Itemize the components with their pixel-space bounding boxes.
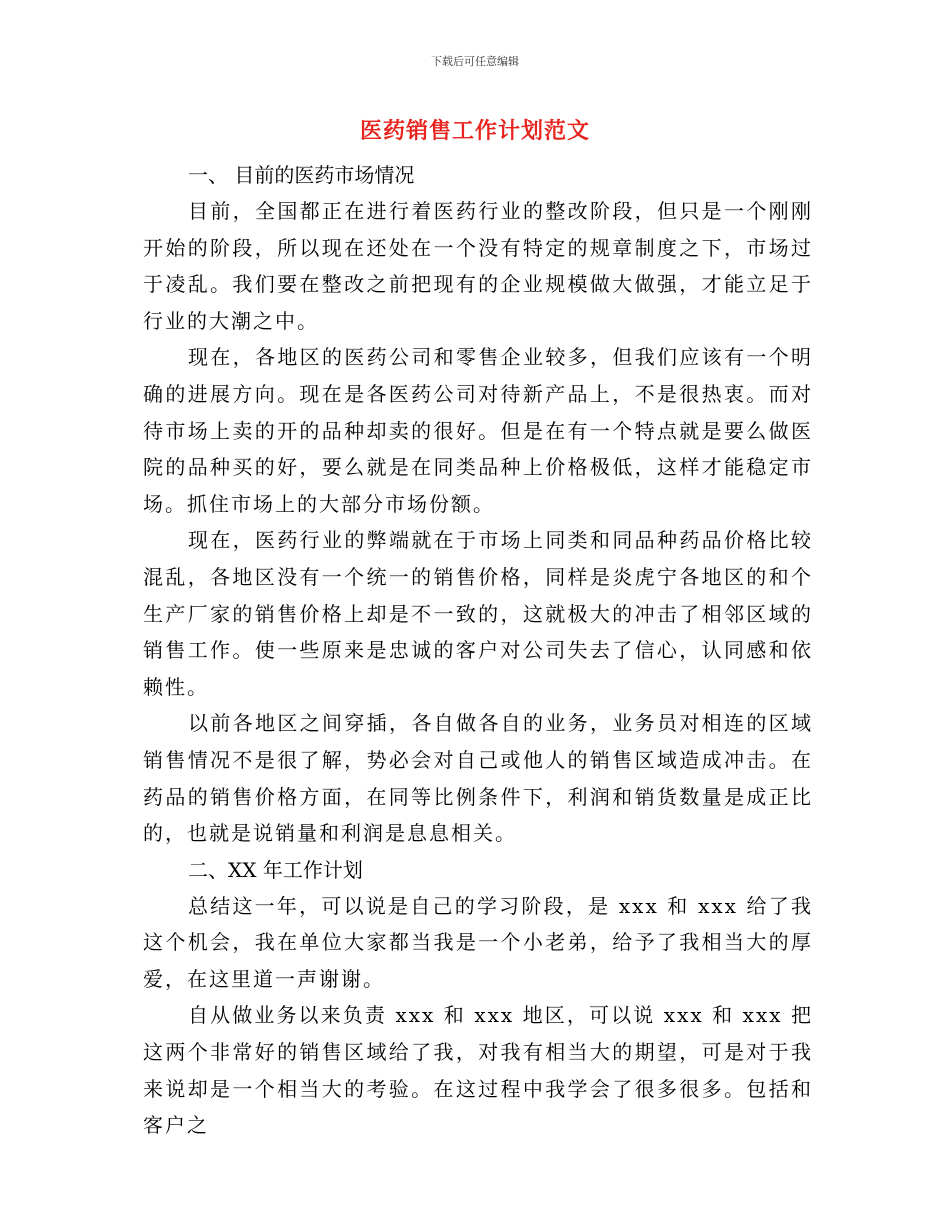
paragraph: 以前各地区之间穿插，各自做各自的业务，业务员对相连的区域销售情况不是很了解，势必会对自己或他人的销售区域造成冲击。在药品的销售价格方面，在同等比例条件下，利润和销货数量是成正比的，也就是说销量和利润是息息相关。	[143, 711, 813, 846]
document-title: 医药销售工作计划范文	[359, 119, 590, 144]
paragraph: 现在，医药行业的弊端就在于市场上同类和同品种药品价格比较混乱，各地区没有一个统一的销售价格，同样是炎虎宁各地区的和个生产厂家的销售价格上却是不一致的，这就极大的冲击了相邻区域的销售工作。使一些原来是忠诚的客户对公司失去了信心，认同感和依赖性。	[143, 528, 813, 699]
paragraph: 现在，各地区的医药公司和零售企业较多，但我们应该有一个明确的进展方向。现在是各医药公司对待新产品上，不是很热衷。而对待市场上卖的开的品种却卖的很好。但是在有一个特点就是要么做医院的品种买的好，要么就是在同类品种上价格极低，这样才能稳定市场。抓住市场上的大部分市场份额。	[143, 345, 813, 516]
section-heading-2: 二、XX 年工作计划	[188, 857, 363, 882]
document-body	[143, 157, 813, 1144]
paragraph: 总结这一年，可以说是自己的学习阶段，是 xxx 和 xxx 给了我这个机会，我在单位大家都当我是一个小老弟，给予了我相当大的厚爱，在这里道一声谢谢。	[143, 893, 813, 991]
header-note: 下载后可任意编辑	[431, 55, 519, 68]
paragraph: 自从做业务以来负责 xxx 和 xxx 地区，可以说 xxx 和 xxx 把这两个非常好的销售区域给了我，对我有相当大的期望，可是对于我来说却是一个相当大的考验。在这过程中我学会了很多很多。包括和客户之	[143, 1003, 813, 1138]
paragraph: 目前，全国都正在进行着医药行业的整改阶段，但只是一个刚刚开始的阶段，所以现在还处在一个没有特定的规章制度之下，市场过于凌乱。我们要在整改之前把现有的企业规模做大做强，才能立足于行业的大潮之中。	[143, 199, 813, 333]
section-heading-1: 一、 目前的医药市场情况	[188, 163, 415, 187]
